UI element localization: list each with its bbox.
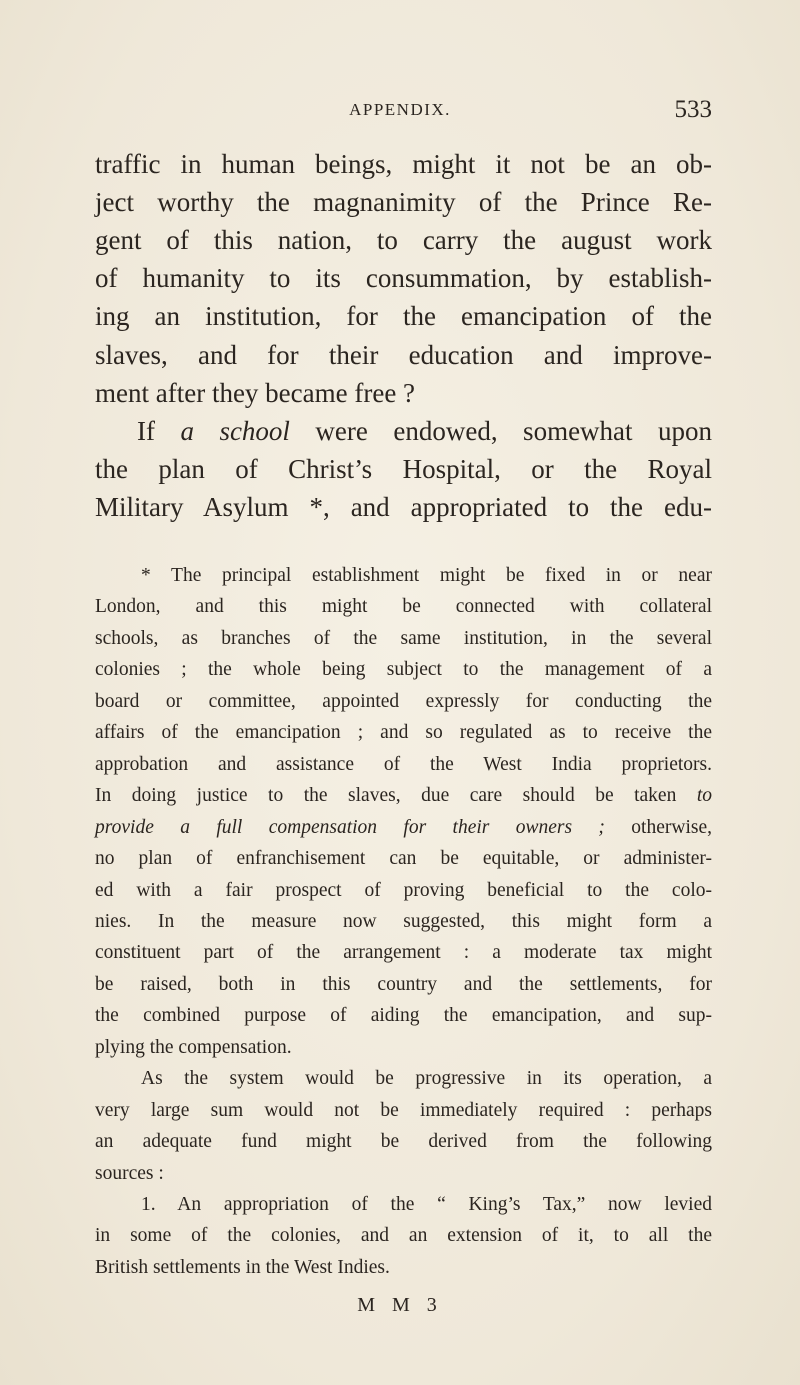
footnote-line [95,845,712,873]
text-run: Military Asylum *, and appropriated to the edu- [95,491,712,522]
footnote-line [95,1128,712,1156]
text-run: schools, as branches of the same institution, in the several [95,627,712,649]
text-run: colonies ; the whole being subject to the management of a [95,659,712,681]
text-run: otherwise, [604,816,712,838]
text-run: no plan of enfranchisement can be equitable, or administer- [95,848,712,870]
text-run: * The principal establishment might be fixed in or near [141,565,712,586]
text-run: 1. An appropriation of the “ King’s Tax,” now levied [141,1194,712,1215]
text-run: constituent part of the arrangement : a moderate tax might [95,942,712,964]
footnote-line [95,656,712,684]
italic-text: to [696,785,712,807]
text-run: the plan of Christ’s Hospital, or the Royal [95,453,712,484]
text-run: be raised, both in this country and the settlements, for [95,973,712,995]
main-text-line [95,337,712,373]
footnote-line [95,1222,712,1250]
text-run: approbation and assistance of the West India proprietors. [95,753,712,775]
text-run: the combined purpose of aiding the emancipation, and sup- [95,1005,712,1027]
italic-text: a school [180,415,290,446]
footnote-line [95,1034,712,1062]
footnote-line [95,971,712,999]
footnote-line [95,814,712,842]
text-run: ing an institution, for the emancipation of the [95,301,712,332]
text-run: slaves, and for their education and improve- [95,339,712,370]
footnote-line [95,1254,712,1282]
footnote-line [95,877,712,905]
text-run: If [137,415,181,446]
main-text-line [95,375,712,411]
main-text-line [95,260,712,296]
footnote-line [95,593,712,621]
text-run: ed with a fair prospect of proving beneficial to the colo- [95,879,712,901]
text-run: board or committee, appointed expressly for conducting the [95,690,712,712]
footnote-line [95,688,712,716]
text-run: ject worthy the magnanimity of the Prince Re- [95,187,712,218]
footnote-line [141,1191,712,1219]
main-text-line [137,413,712,449]
main-text-line [95,184,712,220]
main-text-line [95,146,712,182]
text-run: gent of this nation, to carry the august work [95,225,712,256]
footnote-line [95,939,712,967]
footnote-line [95,751,712,779]
footnote-line [95,1002,712,1030]
main-text-line [95,489,712,525]
main-text-line [95,298,712,334]
running-header: APPENDIX. [349,100,451,119]
text-run: ment after they became free ? [95,377,416,408]
footnote-line [95,1160,712,1188]
footnote-line [95,719,712,747]
text-run: of humanity to its consummation, by establish- [95,263,712,294]
text-run: were endowed, somewhat upon [289,415,713,446]
text-run: nies. In the measure now suggested, this might form a [95,910,712,932]
text-run: affairs of the emancipation ; and so regulated as to receive the [95,722,712,744]
text-run: In doing justice to the slaves, due care should be taken [95,785,697,807]
text-run: traffic in human beings, might it not be an ob- [95,149,712,179]
signature-mark: M M 3 [357,1294,443,1316]
footnote-line [141,562,712,590]
text-run: an adequate fund might be derived from the following [95,1131,712,1153]
text-run: British settlements in the West Indies. [95,1256,390,1278]
text-run: As the system would be progressive in its operation, a [141,1068,712,1090]
footnote-line [141,1065,712,1093]
main-text-line [95,222,712,258]
text-run: very large sum would not be immediately required : perhaps [95,1099,712,1121]
text-run: London, and this might be connected with collateral [95,596,712,618]
text-run: in some of the colonies, and an extension of it, to all the [95,1225,712,1247]
text-run: sources : [95,1162,164,1184]
main-text-line [95,451,712,487]
footnote-line [95,1097,712,1125]
text-run: plying the compensation. [95,1036,292,1058]
footnote-line [95,782,712,810]
footnote-line [95,908,712,936]
italic-text: provide a full compensation for their owners ; [95,816,605,838]
page-number: 533 [674,96,712,123]
footnote-line [95,625,712,653]
